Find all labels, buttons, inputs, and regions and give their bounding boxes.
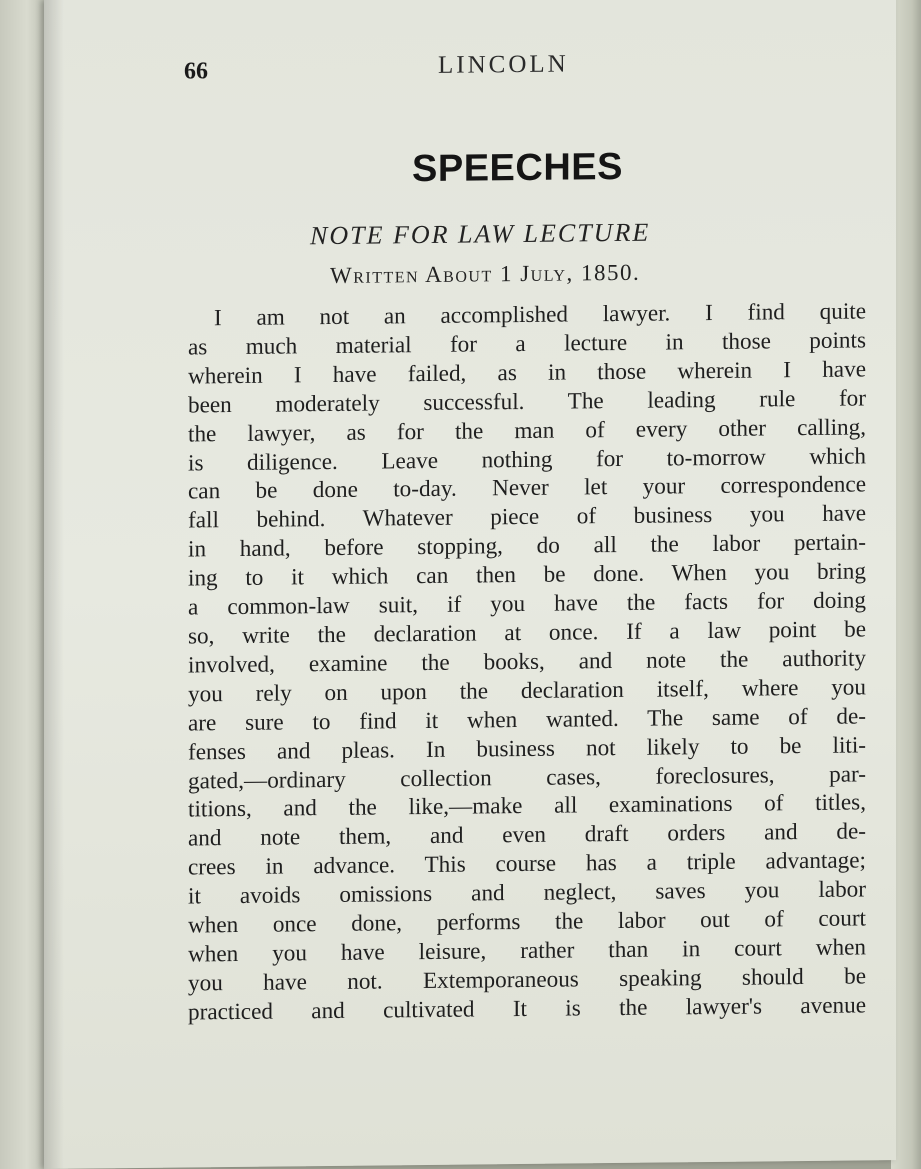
dateline-day: 1	[499, 261, 513, 287]
body-line: are sure to find it when wanted. The same of de-	[188, 703, 866, 737]
body-line: and note them, and even draft orders and de-	[188, 818, 866, 852]
body-line: fall behind. Whatever piece of business you have	[188, 500, 866, 534]
body-line: can be done to-day. Never let your correspondence	[188, 471, 866, 505]
body-text	[188, 297, 866, 1027]
body-line: I am not an accomplished lawyer. I find quite	[214, 298, 866, 332]
body-line: gated,—ordinary collection cases, foreclosures, par-	[188, 760, 866, 794]
page-number: 66	[184, 58, 208, 85]
body-line: it avoids omissions and neglect, saves you labor	[188, 876, 866, 910]
body-line: you have not. Extemporaneous speaking should be	[188, 963, 866, 997]
body-line: when once done, performs the labor out of court	[188, 905, 866, 939]
body-line: you rely on upon the declaration itself, where you	[188, 674, 866, 708]
body-line: titions, and the like,—make all examinations of titles,	[188, 789, 866, 823]
section-title: SPEECHES	[412, 145, 623, 191]
dateline-prefix: Written About	[330, 261, 493, 289]
body-line: so, write the declaration at once. If a law point be	[188, 616, 866, 650]
body-line: fenses and pleas. In business not likely to be liti-	[188, 731, 866, 766]
speech-title: NOTE FOR LAW LECTURE	[310, 217, 651, 251]
body-line: is diligence. Leave nothing for to-morrow which	[188, 442, 866, 477]
body-line: in hand, before stopping, do all the labor pertain-	[188, 529, 866, 563]
body-line: involved, examine the books, and note the authority	[188, 645, 866, 679]
dateline-year: 1850.	[580, 259, 641, 286]
dateline	[330, 260, 640, 289]
dateline-month: July,	[520, 260, 574, 287]
body-line: when you have leisure, rather than in court when	[188, 934, 866, 968]
body-line: ing to it which can then be done. When you bring	[188, 558, 866, 592]
body-line: a common-law suit, if you have the facts for doing	[188, 587, 866, 621]
body-line: wherein I have failed, as in those wherein I have	[188, 356, 866, 390]
body-line: the lawyer, as for the man of every other calling,	[188, 414, 866, 448]
running-head: LINCOLN	[438, 50, 569, 79]
body-line: been moderately successful. The leading rule for	[188, 385, 866, 419]
page-content	[44, 0, 896, 1169]
body-line: crees in advance. This course has a triple advantage;	[188, 847, 866, 881]
book-page	[44, 0, 896, 1169]
body-line: practiced and cultivated It is the lawyer's avenue	[188, 992, 866, 1026]
body-line: as much material for a lecture in those points	[188, 327, 866, 361]
